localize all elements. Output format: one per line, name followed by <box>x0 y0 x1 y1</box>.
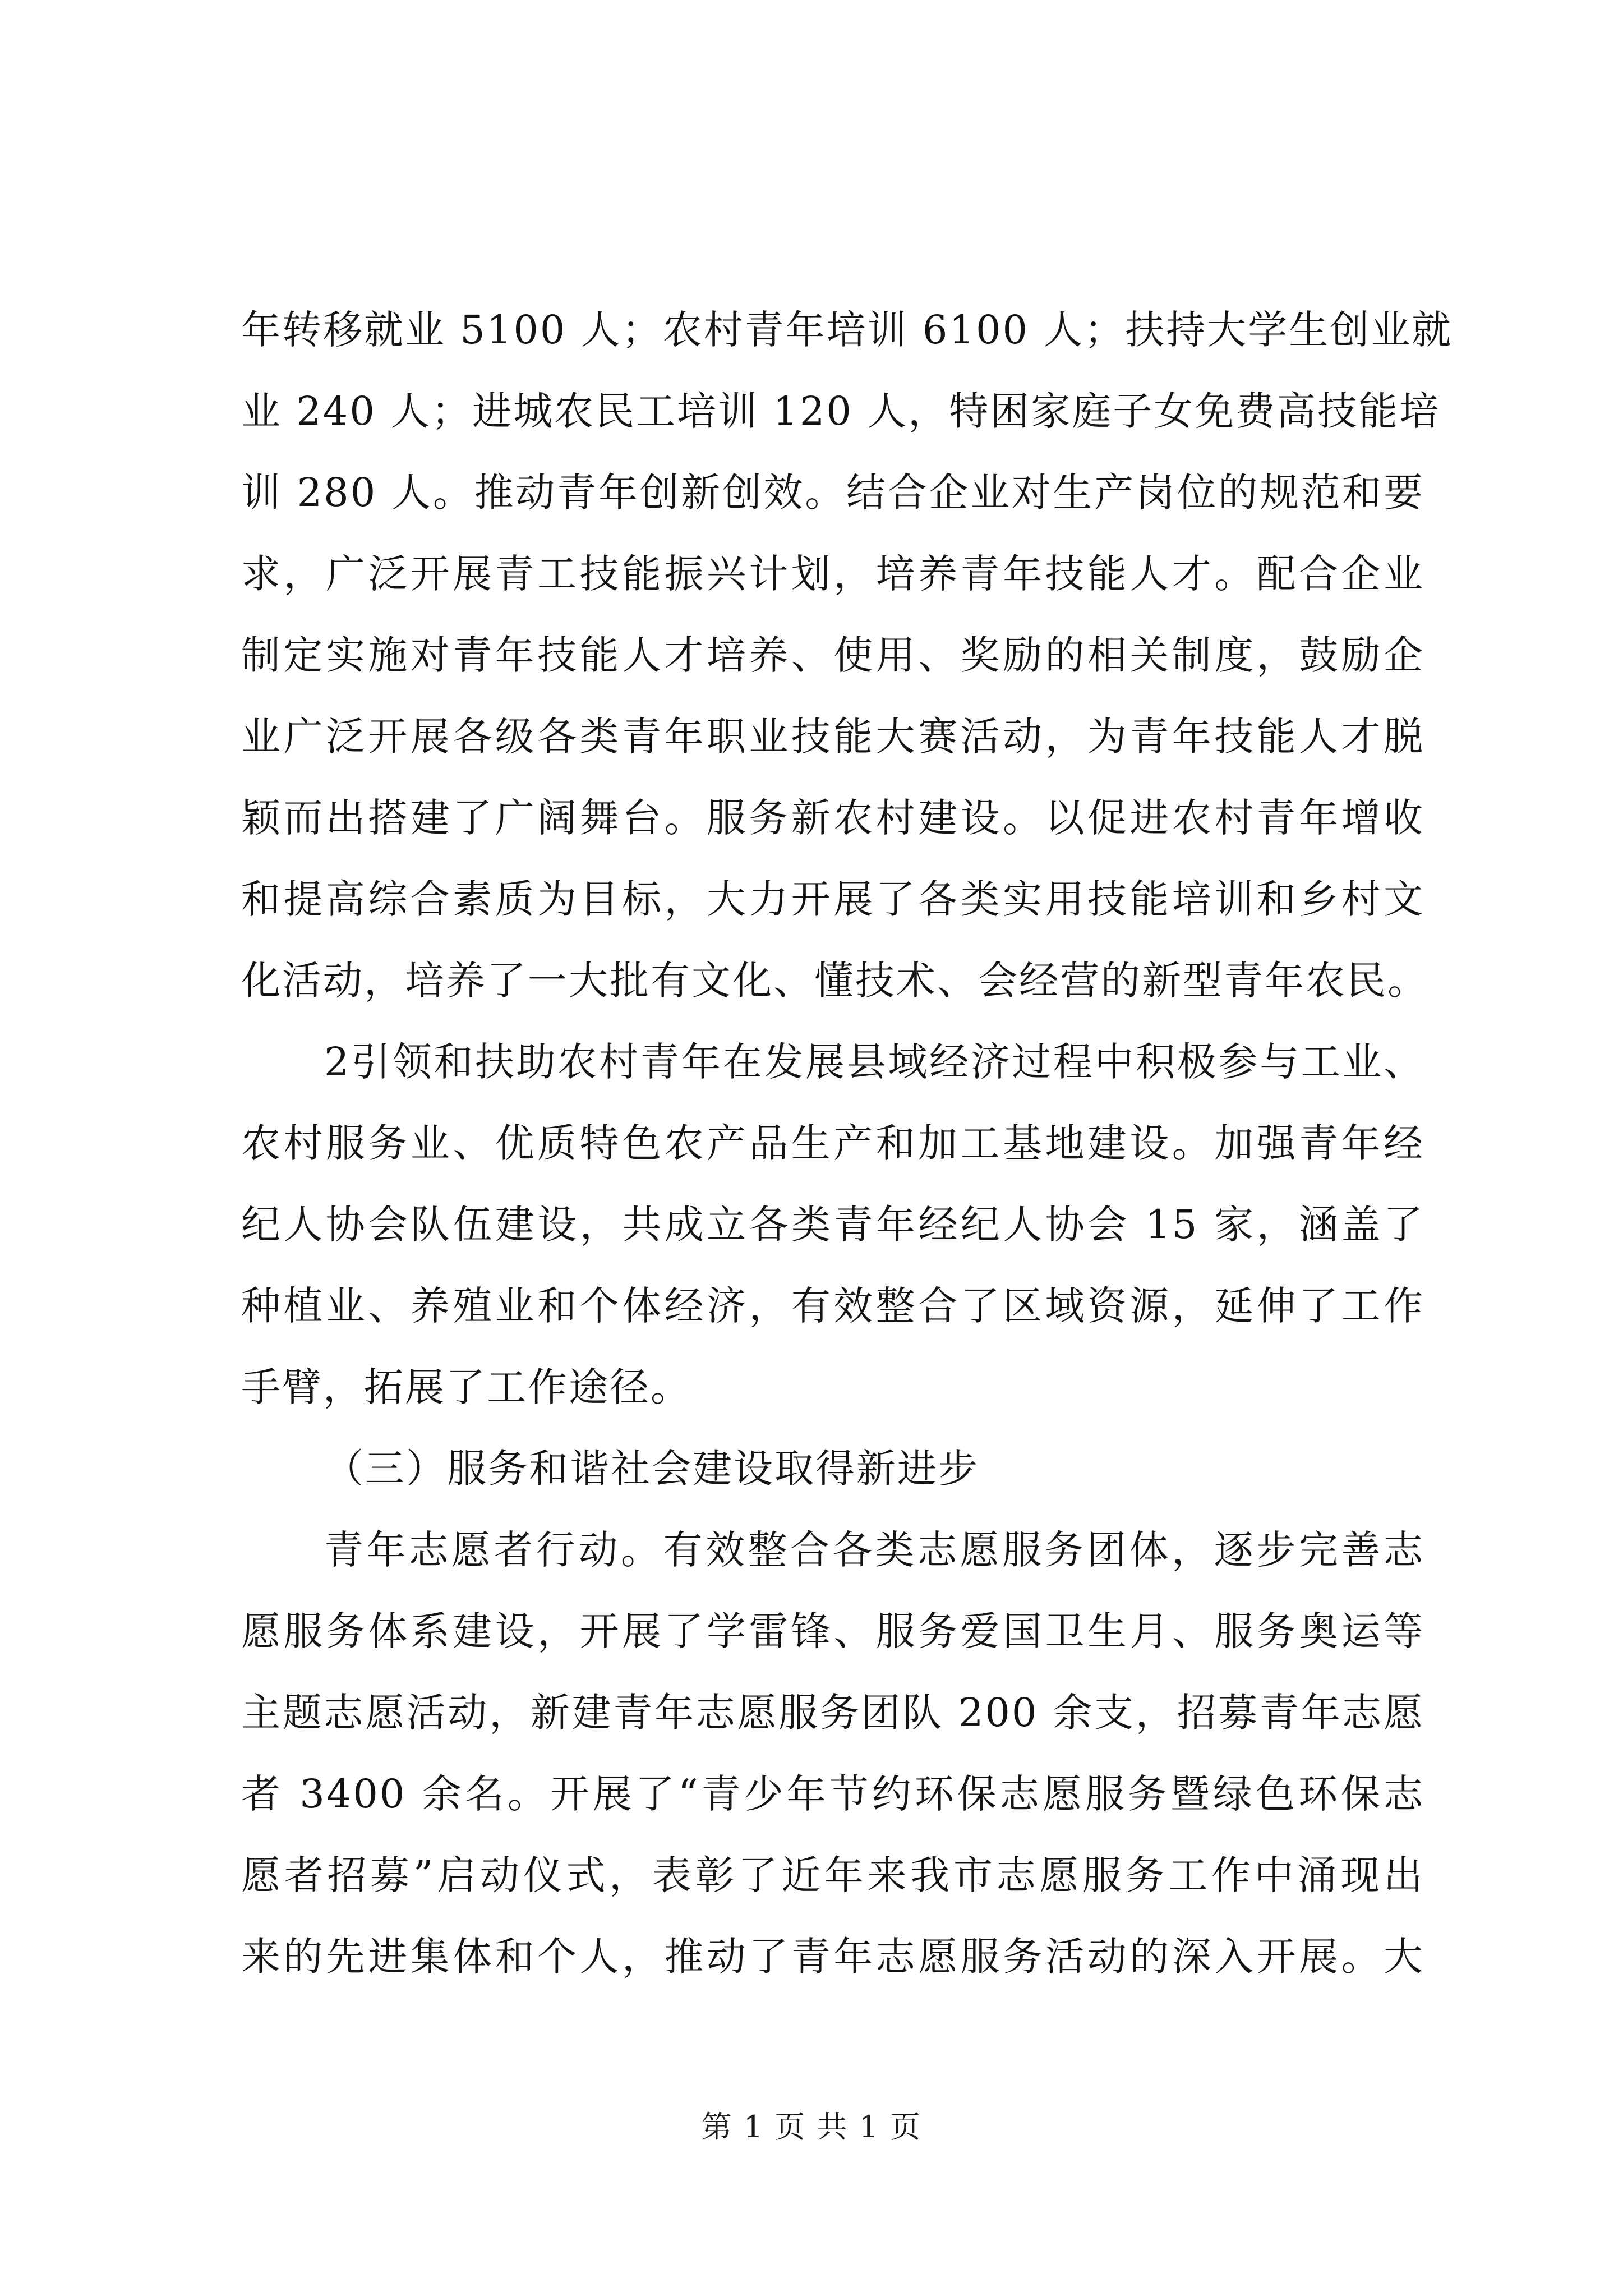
text-line: 种植业、养殖业和个体经济，有效整合了区域资源，延伸了工作 <box>241 1283 1424 1329</box>
text-line: 手臂，拓展了工作途径。 <box>241 1364 691 1410</box>
text-line: 训 280 人。推动青年创新创效。结合企业对生产岗位的规范和要 <box>241 470 1424 516</box>
text-line: 化活动，培养了一大批有文化、懂技术、会经营的新型青年农民。 <box>241 958 1428 1004</box>
text-line: 纪人协会队伍建设，共成立各类青年经纪人协会 15 家，涵盖了 <box>241 1202 1424 1248</box>
page-footer: 第 1 页 共 1 页 <box>701 2109 922 2145</box>
body-text <box>241 289 1453 1998</box>
text-line: 者 3400 余名。开展了“青少年节约环保志愿服务暨绿色环保志 <box>241 1771 1424 1817</box>
text-line: 愿者招募”启动仪式，表彰了近年来我市志愿服务工作中涌现出 <box>241 1852 1424 1898</box>
text-line: 颖而出搭建了广阔舞台。服务新农村建设。以促进农村青年增收 <box>241 795 1424 841</box>
text-line: 主题志愿活动，新建青年志愿服务团队 200 余支，招募青年志愿 <box>241 1690 1424 1736</box>
text-line: 求，广泛开展青工技能振兴计划，培养青年技能人才。配合企业 <box>241 551 1424 597</box>
paragraph-start-line: 青年志愿者行动。有效整合各类志愿服务团体，逐步完善志 <box>324 1527 1424 1573</box>
paragraph-start-line: 2引领和扶助农村青年在发展县域经济过程中积极参与工业、 <box>324 1039 1424 1085</box>
section-heading: （三）服务和谐社会建设取得新进步 <box>324 1446 979 1492</box>
text-line: 来的先进集体和个人，推动了青年志愿服务活动的深入开展。大 <box>241 1934 1424 1980</box>
text-line: 愿服务体系建设，开展了学雷锋、服务爱国卫生月、服务奥运等 <box>241 1608 1424 1654</box>
text-line: 年转移就业 5100 人；农村青年培训 6100 人；扶持大学生创业就 <box>241 307 1453 353</box>
text-line: 制定实施对青年技能人才培养、使用、奖励的相关制度，鼓励企 <box>241 632 1424 678</box>
text-line: 业广泛开展各级各类青年职业技能大赛活动，为青年技能人才脱 <box>241 714 1424 760</box>
text-line: 业 240 人；进城农民工培训 120 人，特困家庭子女免费高技能培 <box>241 388 1441 434</box>
text-line: 和提高综合素质为目标，大力开展了各类实用技能培训和乡村文 <box>241 876 1424 922</box>
text-line: 农村服务业、优质特色农产品生产和加工基地建设。加强青年经 <box>241 1120 1424 1166</box>
